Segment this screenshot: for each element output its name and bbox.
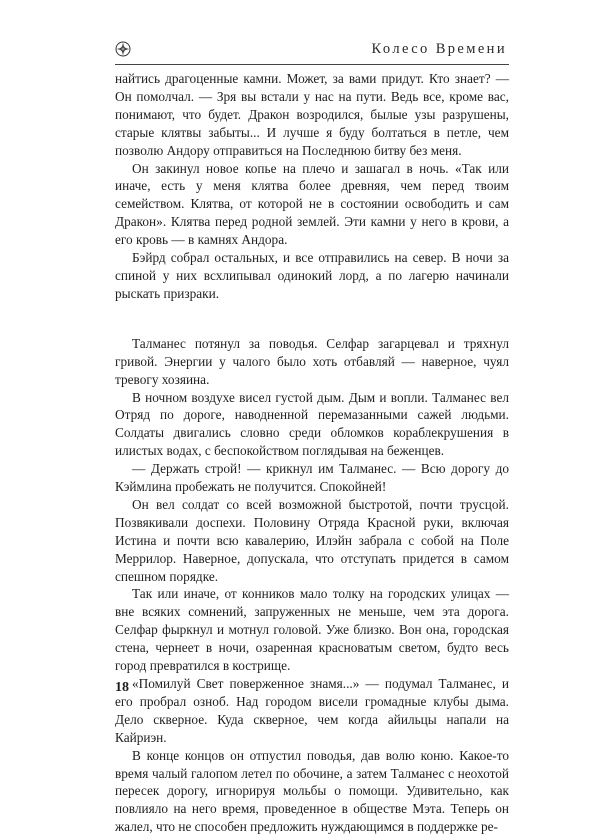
body-text — [115, 70, 509, 836]
paragraph: «Помилуй Свет поверженное знамя...» — подумал Талманес, и его пробрал озноб. Над городом висели громадные клубы дыма. Дело скверное. Куда скверное, чем когда айильцы напали на Кайриэн. — [115, 676, 509, 745]
paragraph: Он вел солдат со всей возможной быстротой, почти трусцой. Позвякивали доспехи. Половину Отряда Красной руки, включая Истина и почти всю кавалерию, Илэйн забрала с собой на Поле Меррилор. Наверное, допускала, что отступать придется в самом спешном порядке. — [115, 496, 509, 584]
paragraph: Так или иначе, от конников мало толку на городских улицах — вне всяких сомнений, запруженных не меньше, чем эта дорога. Селфар фыркнул и мотнул головой. Уже близко. Вон она, городская стена, чернеет в ночи, озаренная красноватым светом, будто весь город превратился в кострище. — [115, 586, 509, 674]
compass-rose-icon — [115, 41, 131, 57]
running-header — [115, 38, 509, 65]
paragraph: В ночном воздухе висел густой дым. Дым и вопли. Талманес вел Отряд по дороге, наводненной перемазанными сажей людьми. Солдаты двигались словно среди обломков кораблекрушения в илистых водах, с беспокойством поглядывая на беженцев. — [115, 389, 509, 459]
paragraph: Бэйрд собрал остальных, и все отправились на север. В ночи за спиной у них всхлипывал одинокий лорд, а по лагерю начинали рыскать призраки. — [115, 250, 509, 301]
paragraph: найтись драгоценные камни. Может, за вами придут. Кто знает? — Он помолчал. — Зря вы встали у нас на пути. Ведь все, кроме вас, понимают, что будет. Дракон возродился, былые узы разрушены, старые клятвы забыты... И лучше я буду болтаться в петле, чем позволю Андору отправиться на Последнюю битву без меня. — [115, 71, 509, 158]
running-title: Колесо Времени — [371, 41, 507, 57]
paragraph: Талманес потянул за поводья. Селфар загарцевал и тряхнул гривой. Энергии у чалого было хоть отбавляй — наверное, чуял тревогу хозяина. — [115, 335, 509, 387]
paragraph: — Держать строй! — крикнул им Талманес. — Всю дорогу до Кэймлина пробежать не получится. Спокойней! — [115, 461, 509, 495]
paragraph: В конце концов он отпустил поводья, дав волю коню. Какое-то время чалый галопом летел по обочине, а затем Талманес с неохотой пересек дорогу, игнорируя мольбы о помощи. Удивительно, как повлияло на него время, проведенное в обществе Мэта. Теперь он жалел, что не способен предложить нуждающимся в поддержке ре- — [115, 747, 509, 835]
page-number: 18 — [115, 680, 129, 695]
paragraph: Он закинул новое копье на плечо и зашагал в ночь. «Так или иначе, есть у меня клятва более древняя, чем перед твоим семейством. Клятва, от которой не в состоянии освободить и сам Дракон». Клятва перед родной землей. Эти камни у него в крови, а его кровь — в камнях Андора. — [115, 160, 509, 248]
